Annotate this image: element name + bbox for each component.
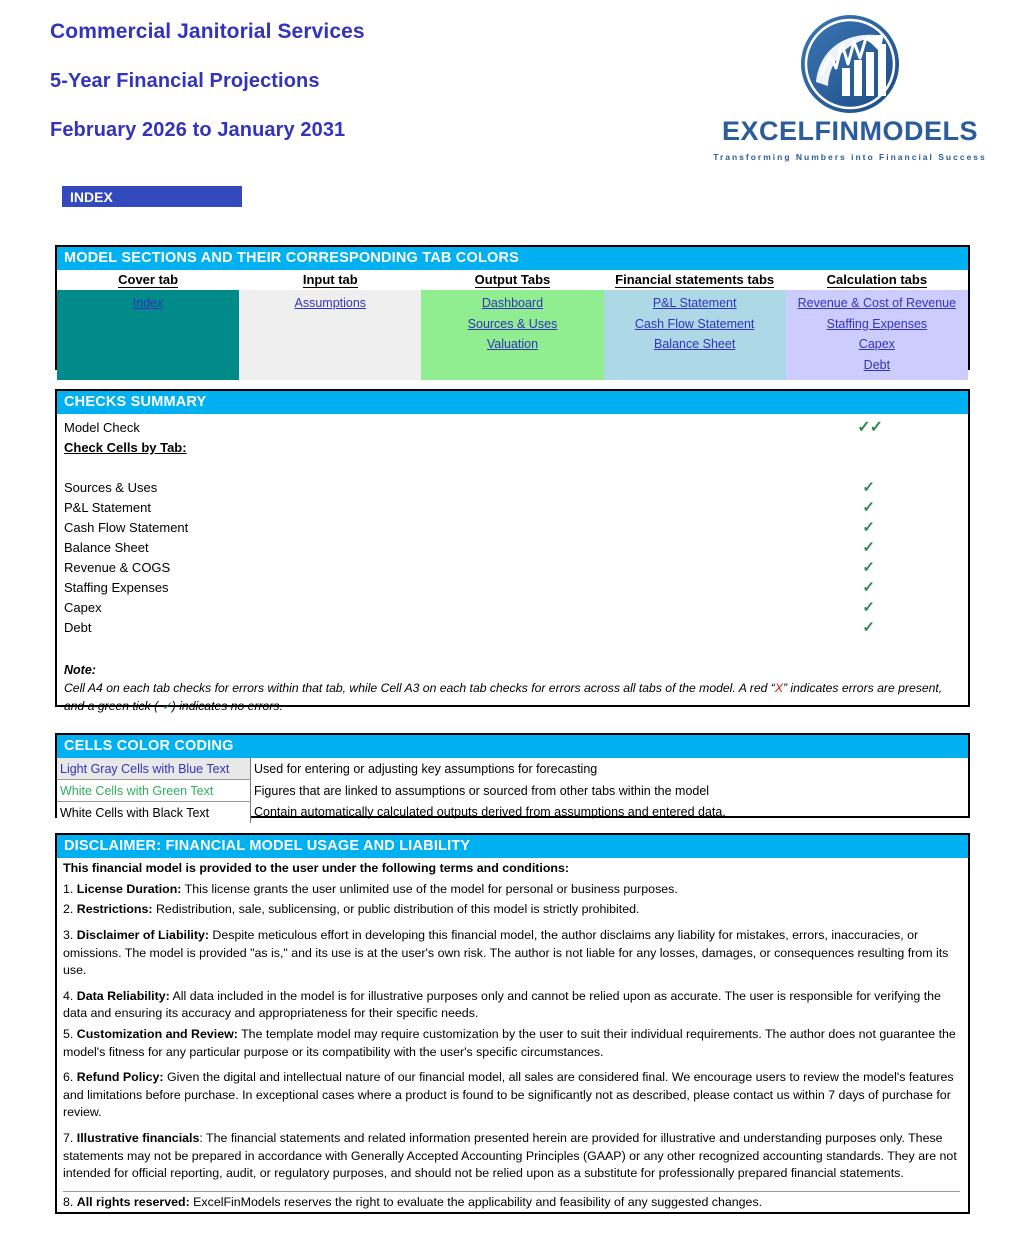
tab-link-capex[interactable]: Capex <box>858 337 895 352</box>
check-row-pl-statement <box>57 497 968 517</box>
tab-link-balance-sheet[interactable]: Balance Sheet <box>654 337 736 352</box>
check-row-staffing-expenses <box>57 577 968 597</box>
check-mark-icon: ✓ <box>862 479 875 497</box>
check-label: Staffing Expenses <box>64 579 169 595</box>
disclaimer-item-5: 5. Customization and Review: The template model may require customization by the user to suit their individual requirements. The author does not guarantee the model's fitness for any particular purpose or its compatibility with the user's specific circumstances. <box>63 1027 956 1059</box>
disclaimer-item-1: 1. License Duration: This license grants the user unlimited use of the model for personal or business purposes. <box>63 881 678 896</box>
disclaimer-item-3: 3. Disclaimer of Liability: Despite meticulous effort in developing this financial model, the author disclaims any liability for mistakes, errors, inaccuracies, or omissions. The model is provided "as is," and its use is at the user's own risk. The author is not liable for any losses, damages, or consequences resulting from its use. <box>63 927 949 978</box>
table-header-row <box>57 270 968 290</box>
company-logo <box>700 12 1000 162</box>
note-part-2: ” indicates errors are present, and a green tick ( <box>64 681 943 714</box>
check-row-capex <box>57 597 968 617</box>
calculation-tabs-cell <box>786 290 968 380</box>
disclaimer-item-8: 8. All rights reserved: ExcelFinModels reserves the right to evaluate the applicability and feasibility of any suggested changes. <box>63 1191 960 1212</box>
chart-circle-icon <box>798 12 902 116</box>
tab-link-debt[interactable]: Debt <box>863 358 891 372</box>
tab-link-valuation[interactable]: Valuation <box>486 337 539 352</box>
disclaimer-item-7: 7. Illustrative financials: The financial statements and related information presented herein are provided for illustrative and understanding purposes only. These statements may not be prepared in accordance with Generally Accepted Accounting Principles (GAAP) or any other recognized accounting standards. They are not intended for official reporting, audit, or regulatory purposes, and should not be relied upon as a substitute for professionally prepared financial statements. <box>63 1131 957 1181</box>
model-sections-panel <box>55 245 970 370</box>
check-label: Revenue & COGS <box>64 559 171 575</box>
check-mark-icon: ✓ <box>862 559 875 577</box>
checks-note <box>57 663 968 716</box>
table-row <box>57 758 968 780</box>
logo-tagline: Transforming Numbers into Financial Success <box>713 152 987 162</box>
table-row <box>57 290 968 380</box>
projection-date-range: February 2026 to January 2031 <box>50 119 346 141</box>
check-row-balance-sheet <box>57 537 968 557</box>
company-name: Commercial Janitorial Services <box>50 20 365 43</box>
input-tab-cell <box>239 290 421 380</box>
note-part-3: ) indicates no errors. <box>171 699 283 714</box>
check-mark-icon: ✓ <box>862 579 875 597</box>
check-row-sources-uses <box>57 477 968 497</box>
legend-key-gray-blue: Light Gray Cells with Blue Text <box>57 758 251 780</box>
checks-summary-header: CHECKS SUMMARY <box>57 391 968 414</box>
col-header-input: Input tab <box>239 270 421 290</box>
table-row <box>57 802 968 824</box>
checks-summary-panel <box>55 389 970 714</box>
check-label: Sources & Uses <box>64 479 158 495</box>
tab-link-index[interactable]: Index <box>132 296 164 311</box>
check-mark-icon: ✓ <box>161 699 172 714</box>
check-label: Debt <box>64 619 92 635</box>
check-mark-icon: ✓ <box>862 539 875 557</box>
check-label: Cash Flow Statement <box>64 519 189 535</box>
tab-link-dashboard[interactable]: Dashboard <box>481 296 544 311</box>
spacer <box>57 457 968 477</box>
legend-key-white-black: White Cells with Black Text <box>57 802 251 824</box>
table-row <box>57 780 968 802</box>
note-part-1: Cell A4 on each tab checks for errors within that tab, while Cell A3 on each tab checks for errors across all tabs of the model. A red “ <box>64 681 775 696</box>
color-coding-table <box>57 758 968 823</box>
note-text <box>64 679 958 716</box>
index-badge-label: INDEX <box>70 188 113 205</box>
checks-summary-body <box>57 414 968 716</box>
col-header-output: Output Tabs <box>421 270 603 290</box>
check-label: P&L Statement <box>64 499 151 515</box>
check-mark-icon: ✓✓ <box>857 419 882 437</box>
disclaimer-lead: This financial model is provided to the user under the following terms and conditions: <box>63 861 569 876</box>
check-row-model <box>57 417 968 437</box>
check-mark-icon: ✓ <box>862 619 875 637</box>
note-heading: Note: <box>64 663 96 678</box>
output-tabs-cell <box>421 290 603 380</box>
col-header-cover: Cover tab <box>57 270 239 290</box>
col-header-financial: Financial statements tabs <box>604 270 786 290</box>
check-row-revenue-cogs <box>57 557 968 577</box>
check-label: Capex <box>64 599 102 615</box>
color-coding-header: CELLS COLOR CODING <box>57 735 968 758</box>
tab-link-revenue-cost[interactable]: Revenue & Cost of Revenue <box>797 296 957 311</box>
page-title <box>50 20 670 142</box>
check-label: Balance Sheet <box>64 539 149 555</box>
disclaimer-item-2: 2. Restrictions: Redistribution, sale, sublicensing, or public distribution of this model is strictly prohibited. <box>63 902 640 917</box>
check-row-cash-flow <box>57 517 968 537</box>
tab-link-sources-uses[interactable]: Sources & Uses <box>467 316 558 331</box>
disclaimer-item-6: 6. Refund Policy: Given the digital and intellectual nature of our financial model, all sales are considered final. We encourage users to review the model's features and limitations before purchase. In exceptional cases where a product is found to be significantly not as described, please contact us within 7 days of purchase for review. <box>63 1070 954 1120</box>
subheading-label: Check Cells by Tab: <box>64 439 187 455</box>
legend-desc-white-black: Contain automatically calculated outputs derived from assumptions and entered data. <box>254 805 726 820</box>
projection-period-title: 5-Year Financial Projections <box>50 70 320 92</box>
model-sections-header: MODEL SECTIONS AND THEIR CORRESPONDING TAB COLORS <box>57 247 968 270</box>
disclaimer-item-4: 4. Data Reliability: All data included in the model is for illustrative purposes only and cannot be relied upon as accurate. The user is responsible for verifying the data and ensuring its accuracy and appropriateness for their specific needs. <box>63 988 941 1021</box>
cover-tab-cell <box>57 290 239 380</box>
legend-desc-white-green: Figures that are linked to assumptions or sourced from other tabs within the model <box>254 783 710 798</box>
check-mark-icon: ✓ <box>862 519 875 537</box>
check-mark-icon: ✓ <box>862 599 875 617</box>
tab-link-cash-flow-statement[interactable]: Cash Flow Statement <box>634 316 755 331</box>
tab-link-assumptions[interactable]: Assumptions <box>294 296 367 311</box>
index-badge <box>62 186 242 207</box>
col-header-calculation: Calculation tabs <box>786 270 968 290</box>
cells-color-coding-panel <box>55 733 970 818</box>
error-x-icon: X <box>774 681 783 696</box>
legend-key-white-green: White Cells with Green Text <box>57 780 251 802</box>
logo-wordmark: EXCELFINMODELS <box>721 116 978 146</box>
tab-link-staffing-expenses[interactable]: Staffing Expenses <box>826 316 928 331</box>
check-cells-subheading <box>57 437 968 457</box>
check-label: Model Check <box>64 419 140 435</box>
disclaimer-panel <box>55 833 970 1214</box>
check-row-debt <box>57 617 968 637</box>
model-sections-table <box>57 270 968 380</box>
financial-tabs-cell <box>604 290 786 380</box>
check-mark-icon: ✓ <box>862 499 875 517</box>
disclaimer-body <box>57 858 968 1211</box>
disclaimer-header: DISCLAIMER: FINANCIAL MODEL USAGE AND LIABILITY <box>57 835 968 858</box>
legend-desc-gray-blue: Used for entering or adjusting key assumptions for forecasting <box>254 761 598 776</box>
tab-link-pl-statement[interactable]: P&L Statement <box>652 296 737 311</box>
